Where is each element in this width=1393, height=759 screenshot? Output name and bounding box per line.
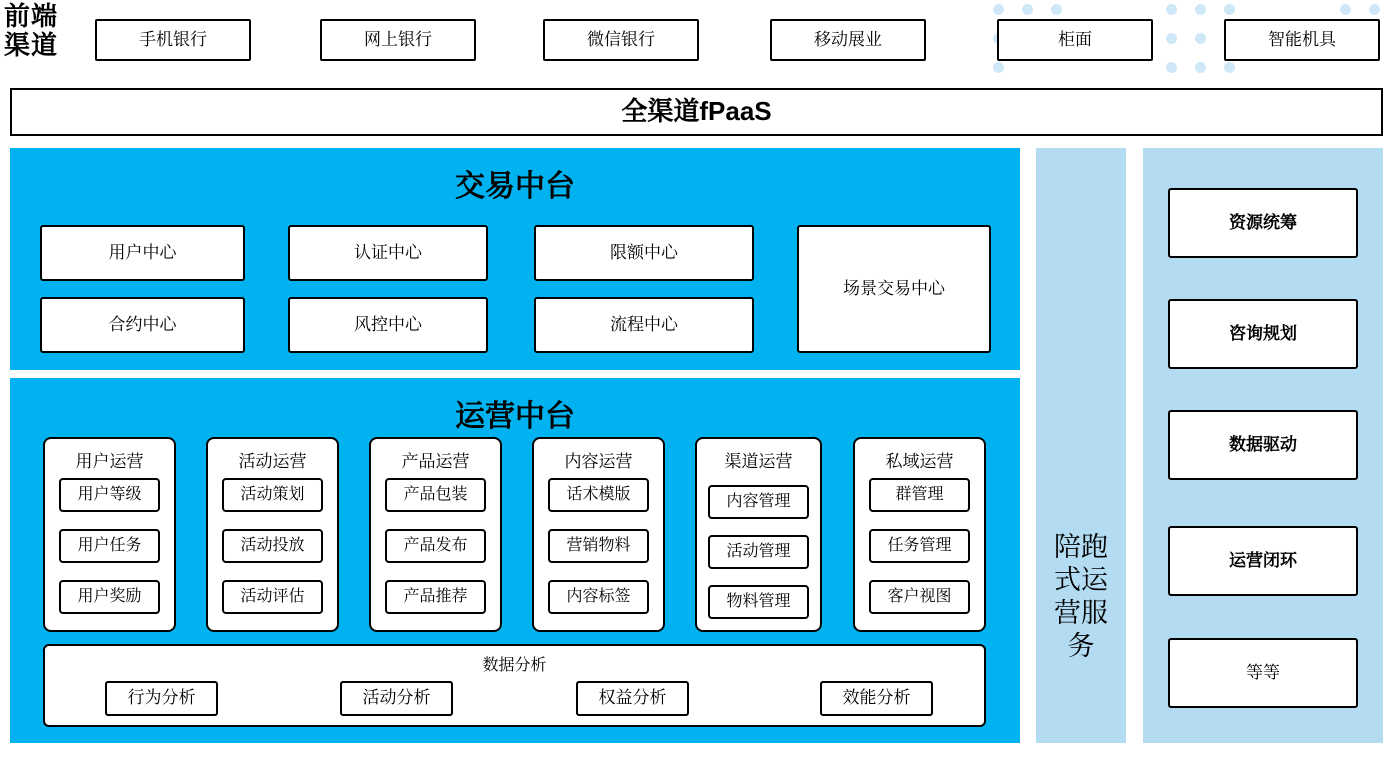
trade-item-label: 合约中心 bbox=[108, 314, 177, 334]
trade-item-label: 用户中心 bbox=[108, 242, 177, 262]
channel-label: 微信银行 bbox=[587, 29, 655, 49]
decorative-dot bbox=[1166, 4, 1177, 15]
ops-item-content-tag[interactable] bbox=[548, 580, 649, 614]
ops-item-product-release[interactable] bbox=[385, 529, 486, 563]
decorative-dot bbox=[1195, 4, 1206, 15]
ops-item-label: 内容标签 bbox=[566, 588, 631, 606]
ops-item-marketing-assets[interactable] bbox=[548, 529, 649, 563]
decorative-dot bbox=[1051, 4, 1062, 15]
trade-item-label: 场景交易中心 bbox=[843, 278, 945, 298]
decorative-dot bbox=[1369, 4, 1380, 15]
ops-item-label: 活动投放 bbox=[240, 537, 305, 555]
decorative-dot bbox=[1340, 4, 1351, 15]
fpaas-bar bbox=[10, 88, 1383, 136]
ops-item-label: 客户视图 bbox=[887, 588, 952, 606]
ops-column-title: 私域运营 bbox=[885, 452, 954, 471]
decorative-dot bbox=[1166, 62, 1177, 73]
ops-item-user-level[interactable] bbox=[59, 478, 160, 512]
channel-label: 手机银行 bbox=[139, 29, 207, 49]
ops-item-user-task[interactable] bbox=[59, 529, 160, 563]
service-item-label: 数据驱动 bbox=[1229, 434, 1297, 454]
channel-online-bank[interactable] bbox=[320, 19, 476, 61]
trade-item-scene-trade[interactable] bbox=[797, 225, 991, 353]
trade-item-label: 认证中心 bbox=[354, 242, 422, 262]
service-item-label: 运营闭环 bbox=[1229, 550, 1297, 570]
ops-column-title: 活动运营 bbox=[238, 452, 307, 471]
trade-item-label: 限额中心 bbox=[610, 242, 678, 262]
data-item-efficiency[interactable] bbox=[820, 681, 933, 716]
data-item-benefit[interactable] bbox=[576, 681, 689, 716]
decorative-dot bbox=[1195, 62, 1206, 73]
ops-item-script-template[interactable] bbox=[548, 478, 649, 512]
side-service-label: 陪跑式运营服务 bbox=[1054, 532, 1108, 661]
service-item-data[interactable] bbox=[1168, 410, 1358, 480]
trade-item-risk-center[interactable] bbox=[288, 297, 488, 353]
ops-item-label: 用户奖励 bbox=[77, 588, 142, 606]
ops-item-activity-eval[interactable] bbox=[222, 580, 323, 614]
ops-item-customer-view[interactable] bbox=[869, 580, 970, 614]
service-item-label: 资源统筹 bbox=[1229, 212, 1297, 232]
trade-item-limit-center[interactable] bbox=[534, 225, 754, 281]
decorative-dot bbox=[1195, 33, 1206, 44]
ops-column-title: 渠道运营 bbox=[724, 452, 793, 471]
decorative-dot bbox=[1224, 62, 1235, 73]
data-item-label: 效能分析 bbox=[842, 688, 911, 708]
ops-item-label: 话术模版 bbox=[566, 486, 631, 504]
ops-item-activity-launch[interactable] bbox=[222, 529, 323, 563]
ops-item-product-package[interactable] bbox=[385, 478, 486, 512]
data-analysis-title: 数据分析 bbox=[482, 657, 547, 674]
ops-item-user-reward[interactable] bbox=[59, 580, 160, 614]
ops-item-label: 产品发布 bbox=[403, 537, 468, 555]
channel-mobile-biz[interactable] bbox=[770, 19, 926, 61]
data-item-behavior[interactable] bbox=[105, 681, 218, 716]
decorative-dot bbox=[1022, 4, 1033, 15]
ops-item-label: 群管理 bbox=[895, 486, 944, 504]
service-item-label: 等等 bbox=[1246, 662, 1280, 682]
ops-item-group-mgmt[interactable] bbox=[869, 478, 970, 512]
ops-item-label: 活动评估 bbox=[240, 588, 305, 606]
decorative-dot bbox=[1166, 33, 1177, 44]
fpaas-label: 全渠道fPaaS bbox=[621, 96, 772, 127]
ops-item-label: 活动管理 bbox=[726, 543, 791, 561]
decorative-dot bbox=[993, 4, 1004, 15]
trade-item-label: 风控中心 bbox=[354, 314, 422, 334]
ops-item-label: 用户任务 bbox=[77, 537, 142, 555]
trade-item-process-center[interactable] bbox=[534, 297, 754, 353]
ops-item-label: 产品推荐 bbox=[403, 588, 468, 606]
channel-label: 智能机具 bbox=[1268, 29, 1336, 49]
ops-item-activity-plan[interactable] bbox=[222, 478, 323, 512]
side-service-column bbox=[1036, 148, 1126, 743]
service-item-label: 咨询规划 bbox=[1229, 323, 1297, 343]
service-item-consult[interactable] bbox=[1168, 299, 1358, 369]
decorative-dot bbox=[993, 62, 1004, 73]
service-item-closedloop[interactable] bbox=[1168, 526, 1358, 596]
ops-center-title: 运营中台 bbox=[455, 400, 575, 433]
ops-item-label: 营销物料 bbox=[566, 537, 631, 555]
decorative-dot bbox=[1224, 4, 1235, 15]
trade-item-label: 流程中心 bbox=[610, 314, 678, 334]
ops-item-label: 任务管理 bbox=[887, 537, 952, 555]
ops-item-label: 物料管理 bbox=[726, 593, 791, 611]
ops-item-activity-mgmt[interactable] bbox=[708, 535, 809, 569]
ops-item-asset-mgmt[interactable] bbox=[708, 585, 809, 619]
ops-item-label: 活动策划 bbox=[240, 486, 305, 504]
ops-item-content-mgmt[interactable] bbox=[708, 485, 809, 519]
data-item-label: 活动分析 bbox=[362, 688, 431, 708]
ops-item-label: 用户等级 bbox=[77, 486, 142, 504]
ops-item-label: 产品包装 bbox=[403, 486, 468, 504]
service-item-resource[interactable] bbox=[1168, 188, 1358, 258]
ops-column-title: 用户运营 bbox=[75, 452, 144, 471]
data-item-label: 权益分析 bbox=[598, 688, 667, 708]
trade-item-contract-center[interactable] bbox=[40, 297, 245, 353]
service-item-etc[interactable] bbox=[1168, 638, 1358, 708]
ops-item-task-mgmt[interactable] bbox=[869, 529, 970, 563]
trade-item-auth-center[interactable] bbox=[288, 225, 488, 281]
channel-wechat-bank[interactable] bbox=[543, 19, 699, 61]
channel-label: 网上银行 bbox=[364, 29, 432, 49]
ops-column-title: 内容运营 bbox=[564, 452, 633, 471]
ops-column-title: 产品运营 bbox=[401, 452, 470, 471]
channel-label: 柜面 bbox=[1058, 29, 1092, 49]
data-item-label: 行为分析 bbox=[127, 688, 196, 708]
channel-counter[interactable] bbox=[997, 19, 1153, 61]
data-item-activity[interactable] bbox=[340, 681, 453, 716]
channel-label: 移动展业 bbox=[814, 29, 882, 49]
trade-item-user-center[interactable] bbox=[40, 225, 245, 281]
channel-mobile-bank[interactable] bbox=[95, 19, 251, 61]
trade-center-title: 交易中台 bbox=[455, 170, 575, 203]
channel-smart-device[interactable] bbox=[1224, 19, 1380, 61]
ops-item-label: 内容管理 bbox=[726, 493, 791, 511]
front-end-channel-label: 前端渠道 bbox=[4, 1, 59, 61]
ops-item-product-recommend[interactable] bbox=[385, 580, 486, 614]
